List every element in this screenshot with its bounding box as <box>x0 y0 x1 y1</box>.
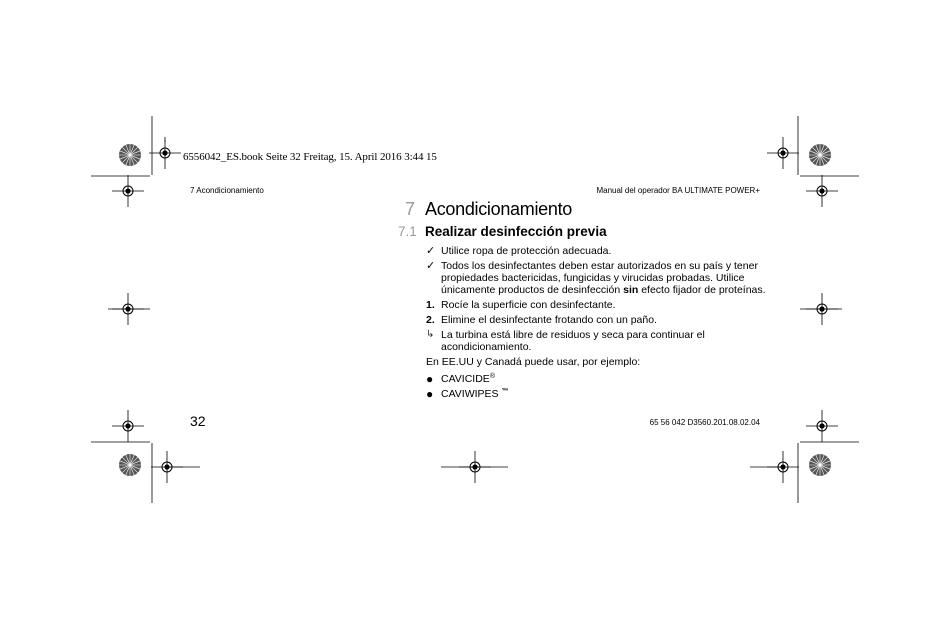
check-text-before: Todos los desinfectantes deben estar autorizados en su país y tener propiedades bactericidas, fungicidas y virucidas probadas. Utilice únicamente productos de desinfección <box>441 260 758 296</box>
bullet-icon: ● <box>426 387 434 401</box>
check-icon: ✓ <box>426 245 436 257</box>
chapter-heading <box>405 199 572 220</box>
step-item <box>426 314 766 326</box>
product-name: CAVIWIPES <box>441 388 502 400</box>
running-header-left: 7 Acondicionamiento <box>190 186 264 195</box>
step-text: Elimine el desinfectante frotando con un paño. <box>441 314 657 326</box>
result-item <box>426 329 766 353</box>
usa-paragraph: En EE.UU y Canadá puede usar, por ejemplo: <box>426 356 641 368</box>
check-text-after: efecto fijador de proteínas. <box>638 284 766 296</box>
result-arrow-icon: ↳ <box>426 329 435 340</box>
registered-mark: ® <box>489 373 495 380</box>
trademark-mark: ™ <box>501 388 509 395</box>
page-number: 32 <box>190 413 206 429</box>
check-item <box>426 245 766 257</box>
step-text: Rocíe la superficie con desinfectante. <box>441 299 616 311</box>
check-item <box>426 260 766 296</box>
document-number: 65 56 042 D3560.201.08.02.04 <box>649 418 760 427</box>
check-text-bold: sin <box>623 284 639 296</box>
product-name: CAVICIDE <box>441 373 490 385</box>
bullet-icon: ● <box>426 372 434 386</box>
chapter-number: 7 <box>405 199 415 219</box>
result-text: La turbina está libre de residuos y seca para continuar el acondicionamiento. <box>441 329 705 353</box>
section-body <box>426 242 766 400</box>
section-title: Realizar desinfección previa <box>425 224 607 239</box>
check-icon: ✓ <box>426 260 436 272</box>
product-item <box>426 388 766 400</box>
step-item <box>426 299 766 311</box>
section-heading <box>398 224 607 239</box>
chapter-title: Acondicionamiento <box>425 199 572 219</box>
running-header-right: Manual del operador BA ULTIMATE POWER+ <box>596 186 760 195</box>
check-text: Utilice ropa de protección adecuada. <box>441 245 612 257</box>
step-number: 1. <box>426 299 435 311</box>
book-info-line: 6556042_ES.book Seite 32 Freitag, 15. April 2016 3:44 15 <box>183 151 437 163</box>
product-item <box>426 373 766 385</box>
step-number: 2. <box>426 314 435 326</box>
section-number: 7.1 <box>398 224 417 239</box>
